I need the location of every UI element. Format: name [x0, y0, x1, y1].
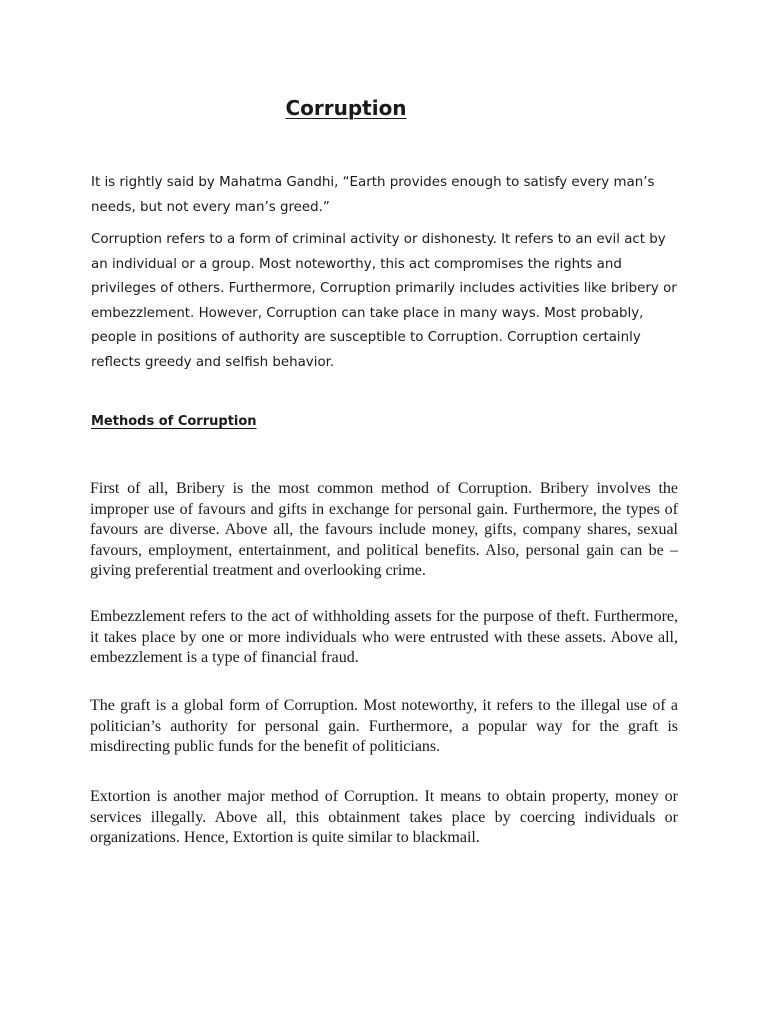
- section-heading: [91, 411, 257, 433]
- extortion-paragraph: Extortion is another major method of Corruption. It means to obtain property, money or services illegally. Above all, this obtainment takes place by coercing individuals or organizations. Hence, Extortion is quite similar to blackmail.: [90, 788, 678, 846]
- page-title-text: Corruption: [285, 96, 407, 120]
- section-heading-text: Methods of Corruption: [91, 414, 257, 429]
- graft-paragraph: The graft is a global form of Corruption. Most noteworthy, it refers to the illegal use of a politician’s authority for personal gain. Furthermore, a popular way for the graft is misdirecting public funds for the benefit of politicians.: [90, 697, 678, 755]
- intro-paragraph: Corruption refers to a form of criminal activity or dishonesty. It refers to an evil act by an individual or a group. Most noteworthy, this act compromises the rights and privileges of others. Furthermore, Corruption primarily includes activities like bribery or embezzlement. However, Corruption can take place in many ways. Most probably, people in positions of authority are susceptible to Corruption. Corruption certainly reflects greedy and selfish behavior.: [91, 232, 677, 370]
- bribery-paragraph: First of all, Bribery is the most common method of Corruption. Bribery involves the improper use of favours and gifts in exchange for personal gain. Furthermore, the types of favours are diverse. Above all, the favours include money, gifts, company shares, sexual favours, employment, entertainment, and political benefits. Also, personal gain can be – giving preferential treatment and overlooking crime.: [90, 480, 678, 579]
- page-title: [0, 94, 692, 122]
- embezzlement-paragraph: Embezzlement refers to the act of withholding assets for the purpose of theft. Furthermore, it takes place by one or more individuals who were entrusted with these assets. Above all, embezzlement is a type of financial fraud.: [90, 608, 678, 666]
- gandhi-quote-paragraph: It is rightly said by Mahatma Gandhi, “Earth provides enough to satisfy every man’s needs, but not every man’s greed.”: [91, 175, 655, 215]
